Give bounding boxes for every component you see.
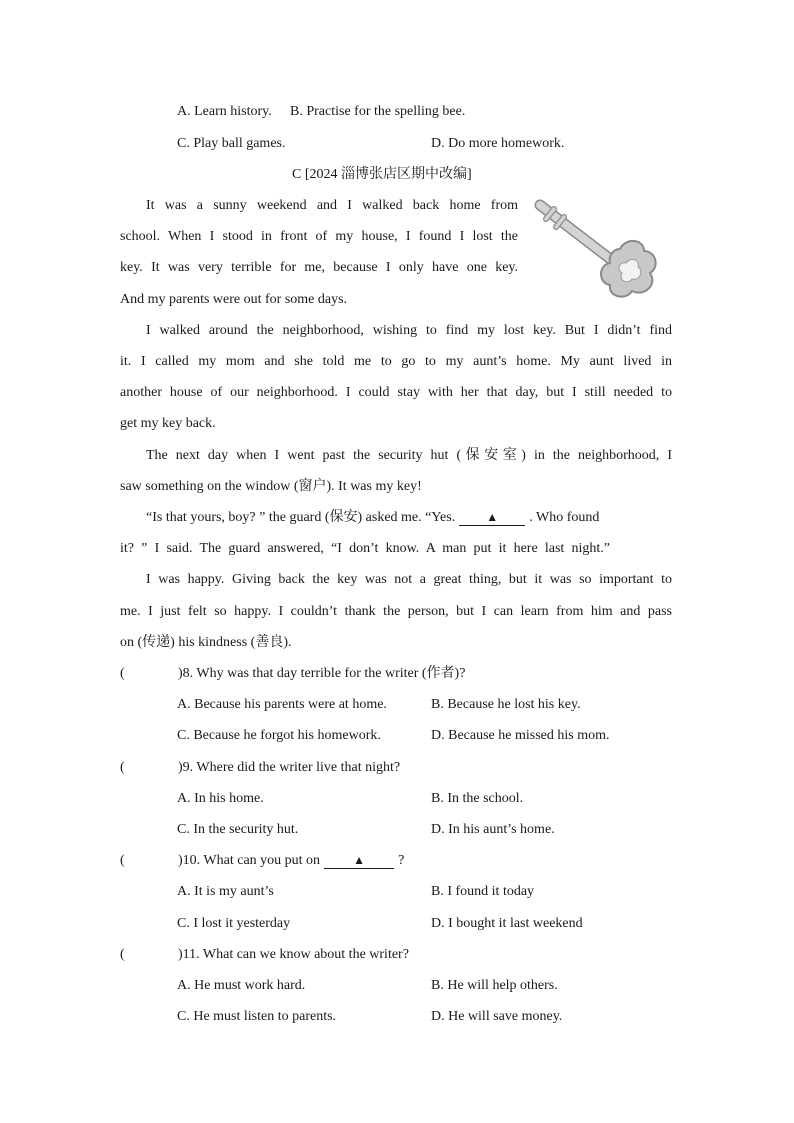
passage-line: key. It was very terrible for me, because I only have one key.: [120, 260, 518, 275]
option-b: B. Because he lost his key.: [431, 697, 581, 712]
option-d: D. In his aunt’s home.: [431, 822, 555, 837]
option-d: D. He will save money.: [431, 1009, 563, 1024]
option-c: C. In the security hut.: [177, 822, 299, 837]
passage-text: . Who found: [529, 510, 600, 525]
bracket-close: ): [178, 760, 183, 775]
option-c: C. Because he forgot his homework.: [177, 728, 381, 743]
answer-bracket[interactable]: (: [120, 666, 125, 681]
question-stem: 11. What can we know about the writer?: [182, 947, 409, 962]
question-10: [120, 851, 404, 871]
question-stem: 9. Where did the writer live that night?: [182, 760, 401, 775]
passage-line: on (传递) his kindness (善良).: [120, 635, 292, 650]
passage-line: get my key back.: [120, 416, 216, 431]
key-icon: [540, 205, 656, 297]
option-a: A. He must work hard.: [177, 978, 306, 993]
passage-line: it. I called my mom and she told me to go to my aunt’s home. My aunt lived in: [120, 354, 672, 369]
option-b: B. In the school.: [431, 791, 524, 806]
option-d: D. I bought it last weekend: [431, 916, 583, 931]
passage-line: school. When I stood in front of my house, I found I lost the: [120, 229, 518, 244]
passage-line: [146, 508, 599, 528]
option-b: B. I found it today: [431, 884, 535, 899]
prev-option-b: B. Practise for the spelling bee.: [290, 104, 466, 119]
section-heading: C [2024 淄博张店区期中改编]: [292, 167, 472, 182]
question-8: [120, 664, 465, 684]
bracket-close: ): [178, 947, 183, 962]
passage-line: it? ” I said. The guard answered, “I don’t know. A man put it here last night.”: [120, 541, 610, 556]
passage-line: The next day when I went past the security hut (保安室) in the neighborhood, I: [146, 448, 672, 463]
question-stem: 10. What can you put on: [182, 853, 321, 868]
passage-text: “Is that yours, boy? ” the guard (保安) asked me. “Yes.: [146, 510, 456, 525]
answer-blank: ▲: [324, 852, 394, 869]
bracket-close: ): [178, 853, 183, 868]
option-a: A. In his home.: [177, 791, 264, 806]
option-c: C. I lost it yesterday: [177, 916, 291, 931]
passage-line: I walked around the neighborhood, wishing to find my lost key. But I didn’t find: [146, 323, 672, 338]
question-9: [120, 758, 400, 778]
option-a: A. It is my aunt’s: [177, 884, 274, 899]
option-c: C. He must listen to parents.: [177, 1009, 337, 1024]
passage-line: me. I just felt so happy. I couldn’t thank the person, but I can learn from him and pass: [120, 604, 672, 619]
option-a: A. Because his parents were at home.: [177, 697, 387, 712]
option-b: B. He will help others.: [431, 978, 558, 993]
answer-bracket[interactable]: (: [120, 760, 125, 775]
answer-bracket[interactable]: (: [120, 853, 125, 868]
passage-line: It was a sunny weekend and I walked back home from: [146, 198, 518, 213]
passage-line: saw something on the window (窗户). It was my key!: [120, 479, 422, 494]
prev-option-c: C. Play ball games.: [177, 136, 286, 151]
prev-option-d: D. Do more homework.: [431, 136, 565, 151]
passage-line: another house of our neighborhood. I could stay with her that day, but I still needed to: [120, 385, 672, 400]
question-stem-end: ?: [398, 853, 405, 868]
option-d: D. Because he missed his mom.: [431, 728, 610, 743]
question-11: [120, 945, 409, 965]
answer-blank: ▲: [459, 509, 525, 526]
answer-bracket[interactable]: (: [120, 947, 125, 962]
question-stem: 8. Why was that day terrible for the writer (作者)?: [182, 666, 466, 681]
prev-option-a: A. Learn history.: [177, 104, 272, 119]
passage-line: And my parents were out for some days.: [120, 292, 348, 307]
key-illustration: [532, 193, 662, 305]
bracket-close: ): [178, 666, 183, 681]
passage-line: I was happy. Giving back the key was not a great thing, but it was so important to: [146, 572, 672, 587]
